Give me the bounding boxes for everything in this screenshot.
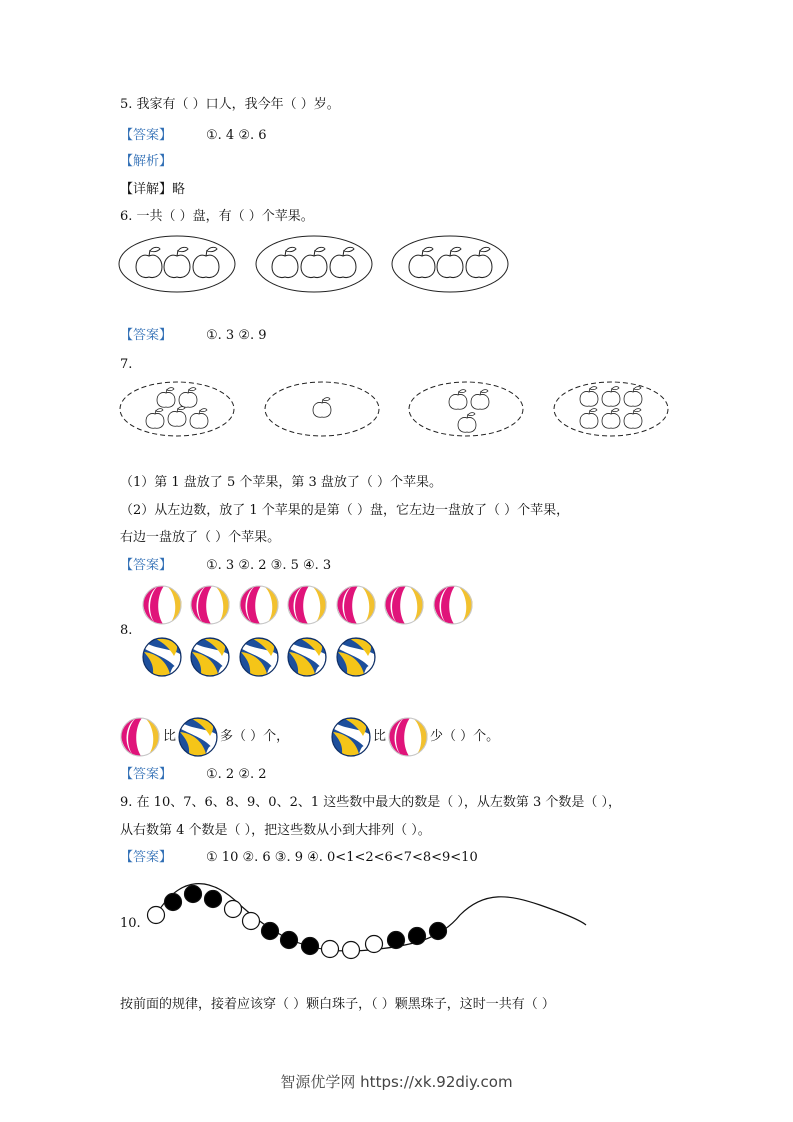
q7-plates-illustration (118, 378, 674, 440)
q5-answer-line (120, 127, 267, 145)
q8-shao-text: 少（ ）个。 (430, 729, 500, 744)
q8-duo-text: 多（ ）个， (220, 729, 290, 744)
q7-answer-line (120, 557, 331, 575)
q8-compare-beach-ball-2 (386, 715, 430, 759)
q8-answer-tag: 【答案】 (120, 767, 173, 782)
q9-answer: ① 10 ②. 6 ③. 9 ④. 0<1<2<6<7<8<9<10 (206, 850, 478, 865)
q8-number: 8. (120, 623, 133, 638)
q9-line-2: 从右数第 4 个数是（ ），把这些数从小到大排列（ ）。 (120, 823, 431, 838)
q5-detail: 略 (172, 182, 186, 197)
q6-answer: ①. 3 ②. 9 (206, 328, 267, 343)
beach-ball-row (138, 583, 478, 627)
q6-answer-line (120, 327, 267, 345)
bead-string-illustration (140, 870, 590, 970)
q6-question: 6. 一共（ ）盘，有（ ）个苹果。 (120, 209, 314, 224)
q7-answer-tag: 【答案】 (120, 558, 173, 573)
q9-line-1: 9. 在 10、7、6、8、9、0、2、1 这些数中最大的数是（ ），从左数第 3 个数是（ ）， (120, 795, 622, 810)
plate-3 (392, 236, 508, 292)
q8-compare-beach-ball-1 (118, 715, 162, 759)
q8-compare-volleyball-2 (329, 715, 373, 759)
dashed-plate-1 (120, 382, 234, 436)
q8-bi-2: 比 (373, 729, 387, 744)
q8-answer: ①. 2 ②. 2 (206, 767, 267, 782)
q7-answer: ①. 3 ②. 2 ③. 5 ④. 3 (206, 558, 332, 573)
q7-part2b: 右边一盘放了（ ）个苹果。 (120, 530, 281, 545)
q7-part1: （1）第 1 盘放了 5 个苹果，第 3 盘放了（ ）个苹果。 (120, 475, 443, 490)
q9-answer-tag: 【答案】 (120, 850, 173, 865)
q6-plates-illustration (118, 233, 518, 295)
q10-number: 10. (120, 916, 141, 931)
dashed-plate-3 (409, 382, 523, 436)
plate-2 (256, 236, 372, 292)
q5-answer: ①. 4 ②. 6 (206, 128, 267, 143)
volleyball-row (138, 635, 388, 679)
q7-number: 7. (120, 357, 133, 372)
bead-sequence (148, 886, 447, 959)
q5-answer-tag: 【答案】 (120, 128, 173, 143)
q9-answer-line (120, 849, 478, 867)
q7-part2a: （2）从左边数，放了 1 个苹果的是第（ ）盘，它左边一盘放了（ ）个苹果， (120, 503, 570, 518)
q8-compare-volleyball-1 (176, 715, 220, 759)
q8-bi-1: 比 (163, 729, 177, 744)
q5-detail-tag: 【详解】 (120, 182, 173, 197)
q8-answer-line (120, 766, 267, 784)
q10-question: 按前面的规律，接着应该穿（ ）颗白珠子，（ ）颗黑珠子，这时一共有（ ） (120, 997, 555, 1012)
dashed-plate-4 (554, 382, 668, 436)
q5-question: 5. 我家有（ ）口人，我今年（ ）岁。 (120, 97, 340, 112)
plate-1 (119, 236, 235, 292)
q5-analysis-tag: 【解析】 (120, 154, 173, 169)
footer-watermark: 智源优学网 https://xk.92diy.com (280, 1073, 513, 1091)
q6-answer-tag: 【答案】 (120, 328, 173, 343)
q5-detail-line (120, 181, 185, 199)
dashed-plate-2 (265, 382, 379, 436)
